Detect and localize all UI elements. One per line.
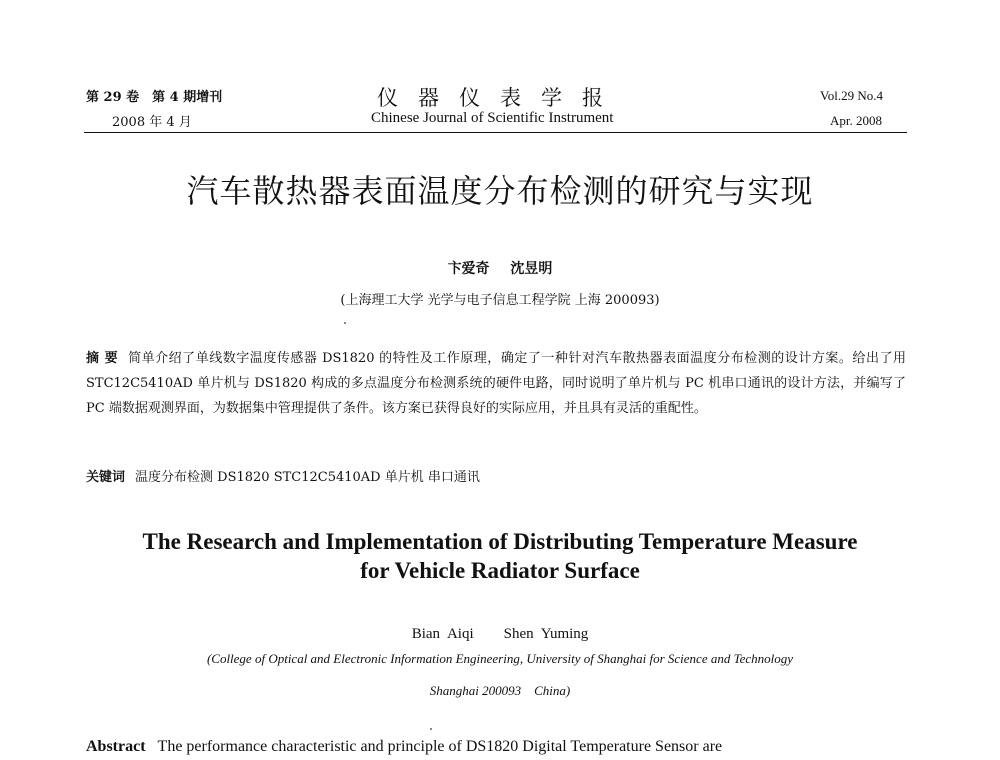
paper-title-en-line1: The Research and Implementation of Distributing Temperature Measure xyxy=(142,529,858,554)
journal-name-en: Chinese Journal of Scientific Instrument xyxy=(371,110,614,126)
authors-cn: 卞爱奇 沈昱明 xyxy=(447,261,553,277)
abstract-cn-label: 摘 要 xyxy=(86,351,119,366)
keywords-cn-text: 温度分布检测 DS1820 STC12C5410AD 单片机 串口通讯 xyxy=(135,470,480,485)
scan-speck xyxy=(344,322,346,324)
paper-title-en-line2: for Vehicle Radiator Surface xyxy=(360,558,640,583)
abstract-en xyxy=(86,738,906,756)
affiliation-en-line1: (College of Optical and Electronic Information Engineering, University of Shanghai for Science and Technology xyxy=(206,651,794,666)
journal-date-cn: 2008 年 4 月 xyxy=(112,115,192,130)
keywords-cn-label: 关键词 xyxy=(86,470,126,485)
journal-volume-en: Vol.29 No.4 xyxy=(820,88,883,103)
abstract-en-text: The performance characteristic and principle of DS1820 Digital Temperature Sensor are xyxy=(157,738,723,755)
affiliation-en-line2: Shanghai 200093 China) xyxy=(429,683,571,698)
journal-date-en: Apr. 2008 xyxy=(830,113,882,128)
affiliation-cn: (上海理工大学 光学与电子信息工程学院 上海 200093) xyxy=(340,293,660,308)
scan-speck xyxy=(430,728,432,730)
paper-title-cn: 汽车散热器表面温度分布检测的研究与实现 xyxy=(186,172,814,210)
abstract-cn-text: 简单介绍了单线数字温度传感器 DS1820 的特性及工作原理，确定了一种针对汽车散热器表面温度分布检测的设计方案。给出了用 STC12C5410AD 单片机与 DS1820 构成的多点温度分布检测系统的硬件电路，同时说明了单片机与 PC 机串口通讯的设计方法，并编写了 PC 端数据观测界面，为数据集中管理提供了条件。该方案已获得良好的实际应用，并且具有灵活的重配性。 xyxy=(86,351,906,416)
abstract-en-label: Abstract xyxy=(86,738,146,755)
authors-en: Bian Aiqi Shen Yuming xyxy=(411,626,589,642)
journal-volume-issue: 第 29 卷 第 4 期增刊 xyxy=(86,90,223,105)
keywords-cn xyxy=(86,466,480,485)
header-rule xyxy=(84,132,907,133)
abstract-cn xyxy=(86,346,906,421)
journal-name-cn: 仪器仪表学报 xyxy=(377,86,623,110)
paper-title-en xyxy=(0,527,1000,585)
